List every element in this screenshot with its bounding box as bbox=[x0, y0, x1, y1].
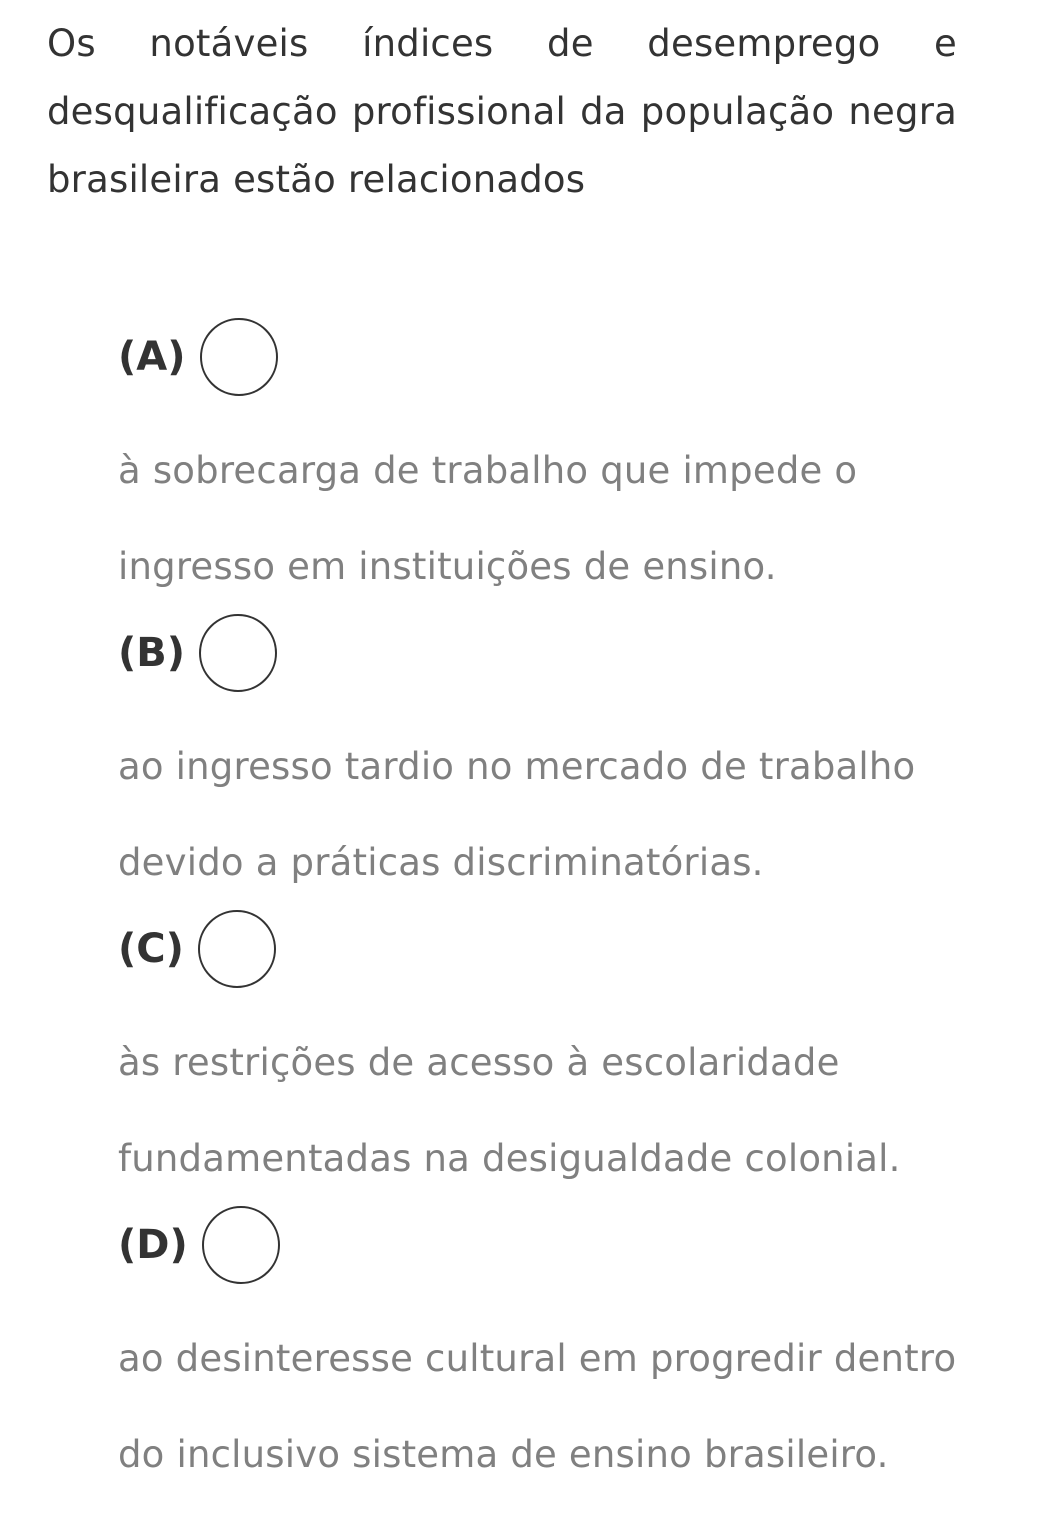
option-a-text bbox=[118, 423, 978, 615]
option-c bbox=[118, 907, 978, 1207]
option-b-line-1: ao ingresso tardio no mercado de trabalho bbox=[118, 745, 916, 788]
option-d-line-1: ao desinteresse cultural em progredir dentro bbox=[118, 1337, 957, 1380]
option-b bbox=[118, 611, 978, 911]
option-a-line-2: ingresso em instituições de ensino. bbox=[118, 545, 777, 588]
option-d-radio[interactable] bbox=[202, 1206, 280, 1284]
option-a-header bbox=[118, 315, 978, 399]
option-b-text bbox=[118, 719, 978, 911]
option-b-radio[interactable] bbox=[199, 614, 277, 692]
option-a-letter: (A) bbox=[118, 334, 186, 380]
option-b-letter: (B) bbox=[118, 630, 186, 676]
option-c-letter: (C) bbox=[118, 926, 184, 972]
option-d bbox=[118, 1203, 978, 1503]
question-text: Os notáveis índices de desemprego e desqualificação profissional da população negra brasileira estão relacionados bbox=[47, 22, 957, 201]
option-d-line-2: do inclusivo sistema de ensino brasileiro. bbox=[118, 1433, 889, 1476]
option-d-header bbox=[118, 1203, 978, 1287]
option-b-header bbox=[118, 611, 978, 695]
option-d-letter: (D) bbox=[118, 1222, 188, 1268]
option-c-radio[interactable] bbox=[198, 910, 276, 988]
option-c-text bbox=[118, 1015, 978, 1207]
option-d-text bbox=[118, 1311, 978, 1503]
option-b-line-2: devido a práticas discriminatórias. bbox=[118, 841, 764, 884]
option-c-line-2: fundamentadas na desigualdade colonial. bbox=[118, 1137, 901, 1180]
option-c-header bbox=[118, 907, 978, 991]
option-c-line-1: às restrições de acesso à escolaridade bbox=[118, 1041, 840, 1084]
option-a-radio[interactable] bbox=[200, 318, 278, 396]
option-a-line-1: à sobrecarga de trabalho que impede o bbox=[118, 449, 858, 492]
option-a bbox=[118, 315, 978, 615]
